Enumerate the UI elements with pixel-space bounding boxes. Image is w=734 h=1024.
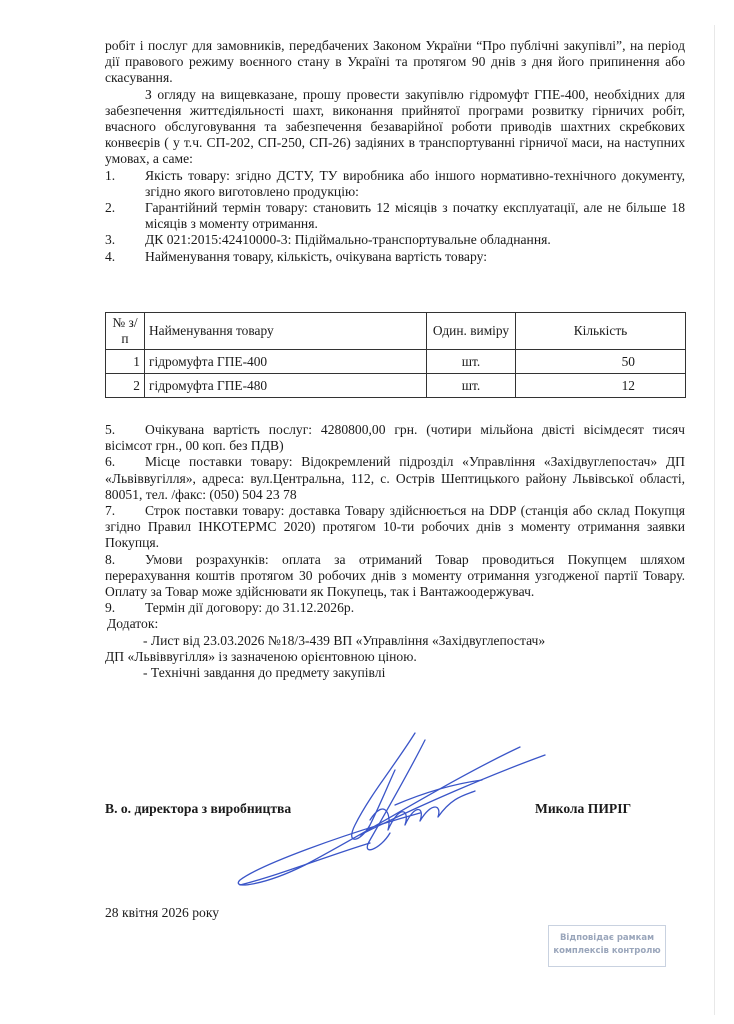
condition-item	[105, 552, 685, 601]
condition-text: Строк поставки товару: доставка Товару здійснюється на DDP (станція або склад Покупця згідно Правил ІНКОТЕРМС 2020) протягом 10-ти робочих днів з моменту отримання заявки Покупця.	[105, 503, 685, 551]
cell-quantity: 12	[516, 374, 686, 398]
condition-item	[105, 168, 685, 200]
condition-number: 1.	[105, 167, 116, 183]
condition-number: 6.	[105, 454, 116, 470]
attachments-title: Додаток:	[107, 616, 159, 632]
condition-item	[105, 454, 685, 503]
table-row	[106, 374, 686, 398]
scan-edge-line	[714, 25, 715, 1015]
condition-number: 7.	[105, 503, 116, 519]
text-block-top	[105, 38, 685, 265]
condition-number: 8.	[105, 551, 116, 567]
goods-table	[105, 312, 686, 398]
request-paragraph: З огляду на вищевказане, прошу провести закупівлю гідромуфт ГПЕ-400, необхідних для забезпечення життєдіяльності шахт, виконання прийнятої програми розвитку гірничих робіт, вчасного обслуговування та забезпечення безаварійної роботи приводів шахтних скребкових конвеєрів ( у т.ч. СП-202, СП-250, СП-26) задіяних в транспортуванні гірничої маси, на наступних умовах, а саме:	[105, 86, 685, 167]
condition-number: 5.	[105, 422, 116, 437]
condition-item	[105, 232, 685, 248]
condition-item	[105, 200, 685, 232]
condition-item	[105, 503, 685, 552]
signatory-position: В. о. директора з виробництва	[105, 801, 292, 816]
condition-number: 3.	[105, 232, 116, 248]
text-block-bottom	[105, 422, 685, 681]
condition-number: 4.	[105, 248, 116, 264]
cell-quantity: 50	[516, 350, 686, 374]
stamp-line: комплексів контролю	[553, 946, 661, 956]
condition-text: Місце поставки товару: Відокремлений підрозділ «Управління «Західвуглепостач» ДП «Львіввугілля», адреса: вул.Центральна, 112, с. Острів Шептицького району Львівської області, 80051, тел. /факс: (050) 504 23 78	[105, 454, 685, 502]
table-row	[106, 350, 686, 374]
attachment-item-continuation: ДП «Львіввугілля» із зазначеною орієнтовною ціною.	[105, 648, 417, 664]
condition-item	[105, 600, 685, 616]
condition-item	[105, 422, 685, 454]
table-header-row	[106, 313, 686, 350]
intro-continuation: робіт і послуг для замовників, передбачених Законом України “Про публічні закупівлі”, на період дії правового режиму воєнного стану в Україні та протягом 90 днів з дня його припинення або скасування.	[105, 38, 685, 86]
cell-unit: шт.	[427, 374, 516, 398]
signatory-name: Микола ПИРІГ	[535, 801, 632, 816]
condition-text: Найменування товару, кількість, очікувана вартість товару:	[145, 248, 487, 264]
cell-unit: шт.	[427, 350, 516, 374]
cell-name: гідромуфта ГПЕ-400	[145, 350, 427, 374]
condition-text: Умови розрахунків: оплата за отриманий Товар проводиться Покупцем шляхом перерахування коштів протягом 30 робочих днів з моменту отримання узгодженої партії Товару. Оплату за Товар може здійснювати як Покупець, так і Вантажоодержувач.	[105, 551, 685, 600]
condition-text: Термін дії договору: до 31.12.2026р.	[145, 600, 355, 616]
condition-text: ДК 021:2015:42410000-3: Підіймально-транспортувальне обладнання.	[145, 232, 551, 248]
attachment-item: - Лист від 23.03.2026 №18/3-439 ВП «Управління «Західвуглепостач»	[143, 632, 546, 648]
cell-number: 2	[106, 374, 145, 398]
cell-name: гідромуфта ГПЕ-480	[145, 374, 427, 398]
condition-text: Гарантійний термін товару: становить 12 місяців з початку експлуатації, але не більше 18 місяців з моменту отримання.	[145, 200, 685, 232]
header-number: № з/п	[106, 313, 145, 350]
condition-text: Очікувана вартість послуг: 4280800,00 грн. (чотири мільйона двісті вісімдесят тисяч вісімсот грн., 00 коп. без ПДВ)	[105, 422, 685, 454]
attachment-item: - Технічні завдання до предмету закупівлі	[143, 665, 386, 681]
cell-number: 1	[106, 350, 145, 374]
header-name: Найменування товару	[145, 313, 427, 350]
condition-number: 2.	[105, 200, 116, 216]
header-quantity: Кількість	[516, 313, 686, 350]
header-unit: Один. виміру	[427, 313, 516, 350]
stamp-line: Відповідає рамкам	[559, 933, 655, 943]
document-date: 28 квітня 2026 року	[105, 905, 220, 920]
condition-text: Якість товару: згідно ДСТУ, ТУ виробника або іншого нормативно-технічного документу, згідно якого виготовлено продукцію:	[145, 167, 685, 199]
condition-item	[105, 249, 685, 265]
condition-number: 9.	[105, 600, 116, 616]
control-stamp	[548, 925, 666, 967]
